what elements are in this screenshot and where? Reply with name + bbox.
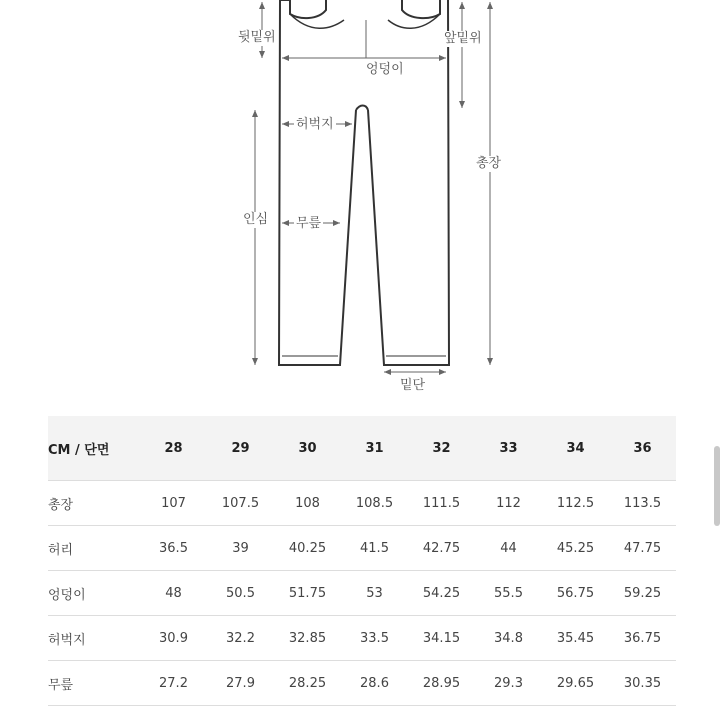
size-header: 33 xyxy=(475,416,542,481)
table-cell: 41.5 xyxy=(341,526,408,571)
hip-label: 엉덩이 xyxy=(366,62,404,77)
table-cell: 29.3 xyxy=(475,661,542,706)
size-header: 32 xyxy=(408,416,475,481)
scrollbar[interactable] xyxy=(714,446,720,526)
table-cell: 27.9 xyxy=(207,661,274,706)
size-header: 29 xyxy=(207,416,274,481)
table-cell: 30.9 xyxy=(140,616,207,661)
table-cell: 42.75 xyxy=(408,526,475,571)
table-cell: 32.85 xyxy=(274,616,341,661)
table-cell: 107.5 xyxy=(207,481,274,526)
table-cell: 34.8 xyxy=(475,616,542,661)
table-cell: 36.75 xyxy=(609,616,676,661)
table-cell: 113.5 xyxy=(609,481,676,526)
table-row xyxy=(48,661,676,706)
table-cell: 54.25 xyxy=(408,571,475,616)
table-cell: 27.2 xyxy=(140,661,207,706)
row-label: 엉덩이 xyxy=(48,571,140,616)
size-header: 30 xyxy=(274,416,341,481)
size-header: 36 xyxy=(609,416,676,481)
thigh-label: 허벅지 xyxy=(296,117,334,132)
hem-label: 밑단 xyxy=(400,378,426,393)
table-cell: 108 xyxy=(274,481,341,526)
table-cell: 28.25 xyxy=(274,661,341,706)
row-label: 허벅지 xyxy=(48,616,140,661)
size-header: 28 xyxy=(140,416,207,481)
table-cell: 55.5 xyxy=(475,571,542,616)
table-cell: 28.6 xyxy=(341,661,408,706)
row-label: 허리 xyxy=(48,526,140,571)
table-cell: 51.75 xyxy=(274,571,341,616)
table-cell: 48 xyxy=(140,571,207,616)
row-label: 총장 xyxy=(48,481,140,526)
table-cell: 107 xyxy=(140,481,207,526)
table-header-label: CM / 단면 xyxy=(48,416,140,481)
total-length-label: 총장 xyxy=(476,156,502,171)
table-cell: 36.5 xyxy=(140,526,207,571)
table-cell: 56.75 xyxy=(542,571,609,616)
table-cell: 53 xyxy=(341,571,408,616)
table-cell: 59.25 xyxy=(609,571,676,616)
table-cell: 28.95 xyxy=(408,661,475,706)
table-row xyxy=(48,526,676,571)
table-cell: 44 xyxy=(475,526,542,571)
table-cell: 32.2 xyxy=(207,616,274,661)
table-cell: 30.35 xyxy=(609,661,676,706)
table-cell: 35.45 xyxy=(542,616,609,661)
table-cell: 34.15 xyxy=(408,616,475,661)
back-rise-label: 뒷밑위 xyxy=(238,30,276,45)
table-cell: 112.5 xyxy=(542,481,609,526)
knee-label: 무릎 xyxy=(296,216,322,231)
table-row xyxy=(48,481,676,526)
size-chart-table xyxy=(48,416,676,706)
size-header: 31 xyxy=(341,416,408,481)
inseam-label: 인심 xyxy=(243,212,269,227)
table-cell: 33.5 xyxy=(341,616,408,661)
table-cell: 108.5 xyxy=(341,481,408,526)
table-cell: 50.5 xyxy=(207,571,274,616)
table-cell: 111.5 xyxy=(408,481,475,526)
size-header: 34 xyxy=(542,416,609,481)
table-cell: 29.65 xyxy=(542,661,609,706)
table-cell: 39 xyxy=(207,526,274,571)
table-header-row xyxy=(48,416,676,481)
table-cell: 45.25 xyxy=(542,526,609,571)
table-cell: 47.75 xyxy=(609,526,676,571)
table-row xyxy=(48,616,676,661)
table-cell: 40.25 xyxy=(274,526,341,571)
row-label: 무릎 xyxy=(48,661,140,706)
front-rise-label: 앞밑위 xyxy=(444,31,482,46)
table-cell: 112 xyxy=(475,481,542,526)
table-row xyxy=(48,571,676,616)
